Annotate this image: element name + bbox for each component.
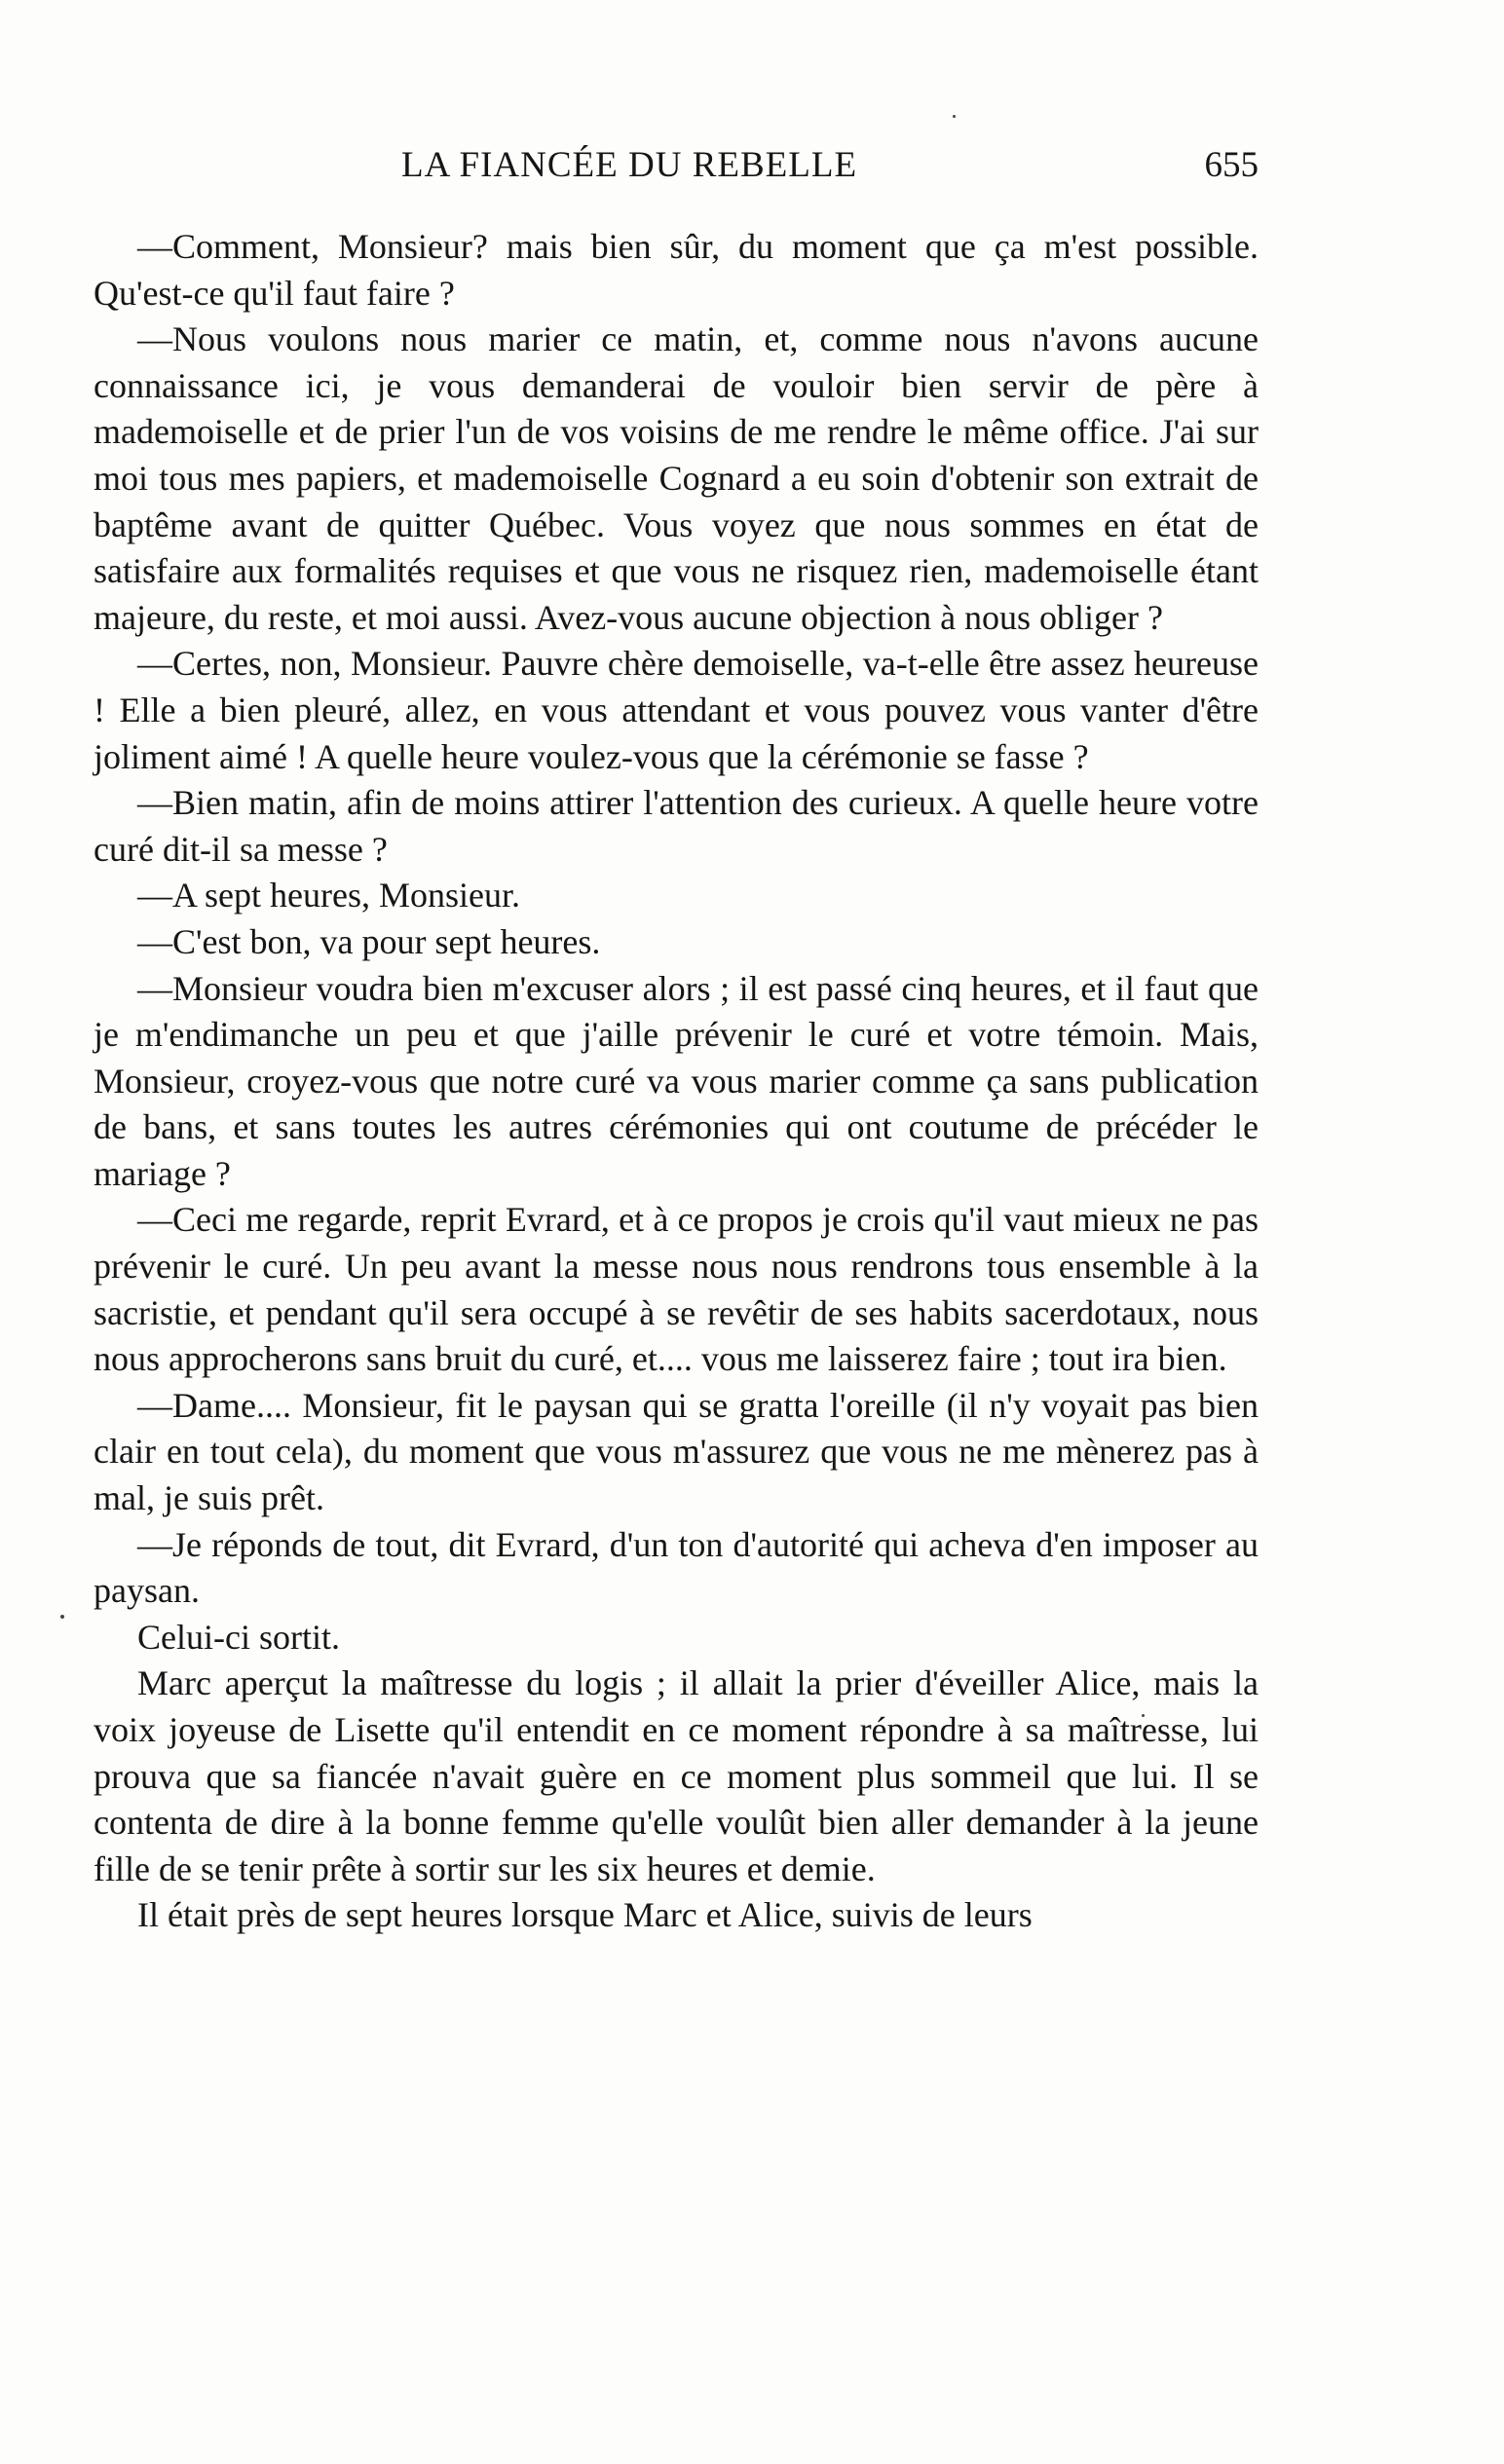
paragraph: Il était près de sept heures lorsque Marc et Alice, suivis de leurs [137, 1895, 1033, 1935]
paragraph: —Certes, non, Monsieur. Pauvre chère demoiselle, va-t-elle être assez heureuse ! Elle a bien pleuré, allez, en vous attendant et vous pouvez vous vanter d'être joliment aimé ! A quelle heure voulez-vous que la cérémonie se fasse ? [94, 644, 1259, 776]
paragraph: —Monsieur voudra bien m'excuser alors ; il est passé cinq heures, et il faut que je m'endimanche un peu et que j'aille prévenir le curé et votre témoin. Mais, Monsieur, croyez-vous que notre curé va vous marier comme ça sans publication de bans, et sans toutes les autres cérémonies qui ont coutume de précéder le mariage ? [94, 968, 1259, 1193]
paragraph: —Je réponds de tout, dit Evrard, d'un ton d'autorité qui acheva d'en imposer au paysan. [94, 1524, 1259, 1611]
paragraph: Celui-ci sortit. [137, 1617, 340, 1657]
print-speck [60, 1615, 64, 1619]
running-title: LA FIANCÉE DU REBELLE [401, 145, 858, 185]
print-speck [953, 115, 956, 118]
paragraph: —Ceci me regarde, reprit Evrard, et à ce propos je crois qu'il vaut mieux ne pas prévenir le curé. Un peu avant la messe nous nous rendrons tous ensemble à la sacristie, et pendant qu'il sera occupé à se revêtir de ses habits sacerdotaux, nous nous approcherons sans bruit du curé, et.... vous me laisserez faire ; tout ira bien. [94, 1200, 1259, 1379]
paragraph: —C'est bon, va pour sept heures. [137, 921, 601, 961]
paragraph: —Comment, Monsieur? mais bien sûr, du moment que ça m'est possible. Qu'est-ce qu'il faut faire ? [94, 227, 1259, 313]
page-number: 655 [1204, 145, 1259, 185]
paragraph: —A sept heures, Monsieur. [137, 876, 520, 915]
paragraph: —Bien matin, afin de moins attirer l'attention des curieux. A quelle heure votre curé dit-il sa messe ? [94, 783, 1259, 869]
paragraph: —Dame.... Monsieur, fit le paysan qui se gratta l'oreille (il n'y voyait pas bien clair en tout cela), du moment que vous m'assurez que vous ne me mènerez pas à mal, je suis prêt. [94, 1385, 1259, 1518]
body-text [94, 224, 1259, 1939]
running-header [401, 144, 1259, 193]
paragraph: Marc aperçut la maîtresse du logis ; il allait la prier d'éveiller Alice, mais la voix joyeuse de Lisette qu'il entendit en ce moment répondre à sa maîtresse, lui prouva que sa fiancée n'avait guère en ce moment plus sommeil que lui. Il se contenta de dire à la bonne femme qu'elle voulût bien aller demander à la jeune fille de se tenir prête à sortir sur les six heures et demie. [94, 1663, 1259, 1888]
paragraph: —Nous voulons nous marier ce matin, et, comme nous n'avons aucune connaissance ici, je vous demanderai de vouloir bien servir de père à mademoiselle et de prier l'un de vos voisins de me rendre le même office. J'ai sur moi tous mes papiers, et mademoiselle Cognard a eu soin d'obtenir son extrait de baptême avant de quitter Québec. Vous voyez que nous sommes en état de satisfaire aux formalités requises et que vous ne risquez rien, mademoiselle étant majeure, du reste, et moi aussi. Avez-vous aucune objection à nous obliger ? [94, 319, 1259, 637]
